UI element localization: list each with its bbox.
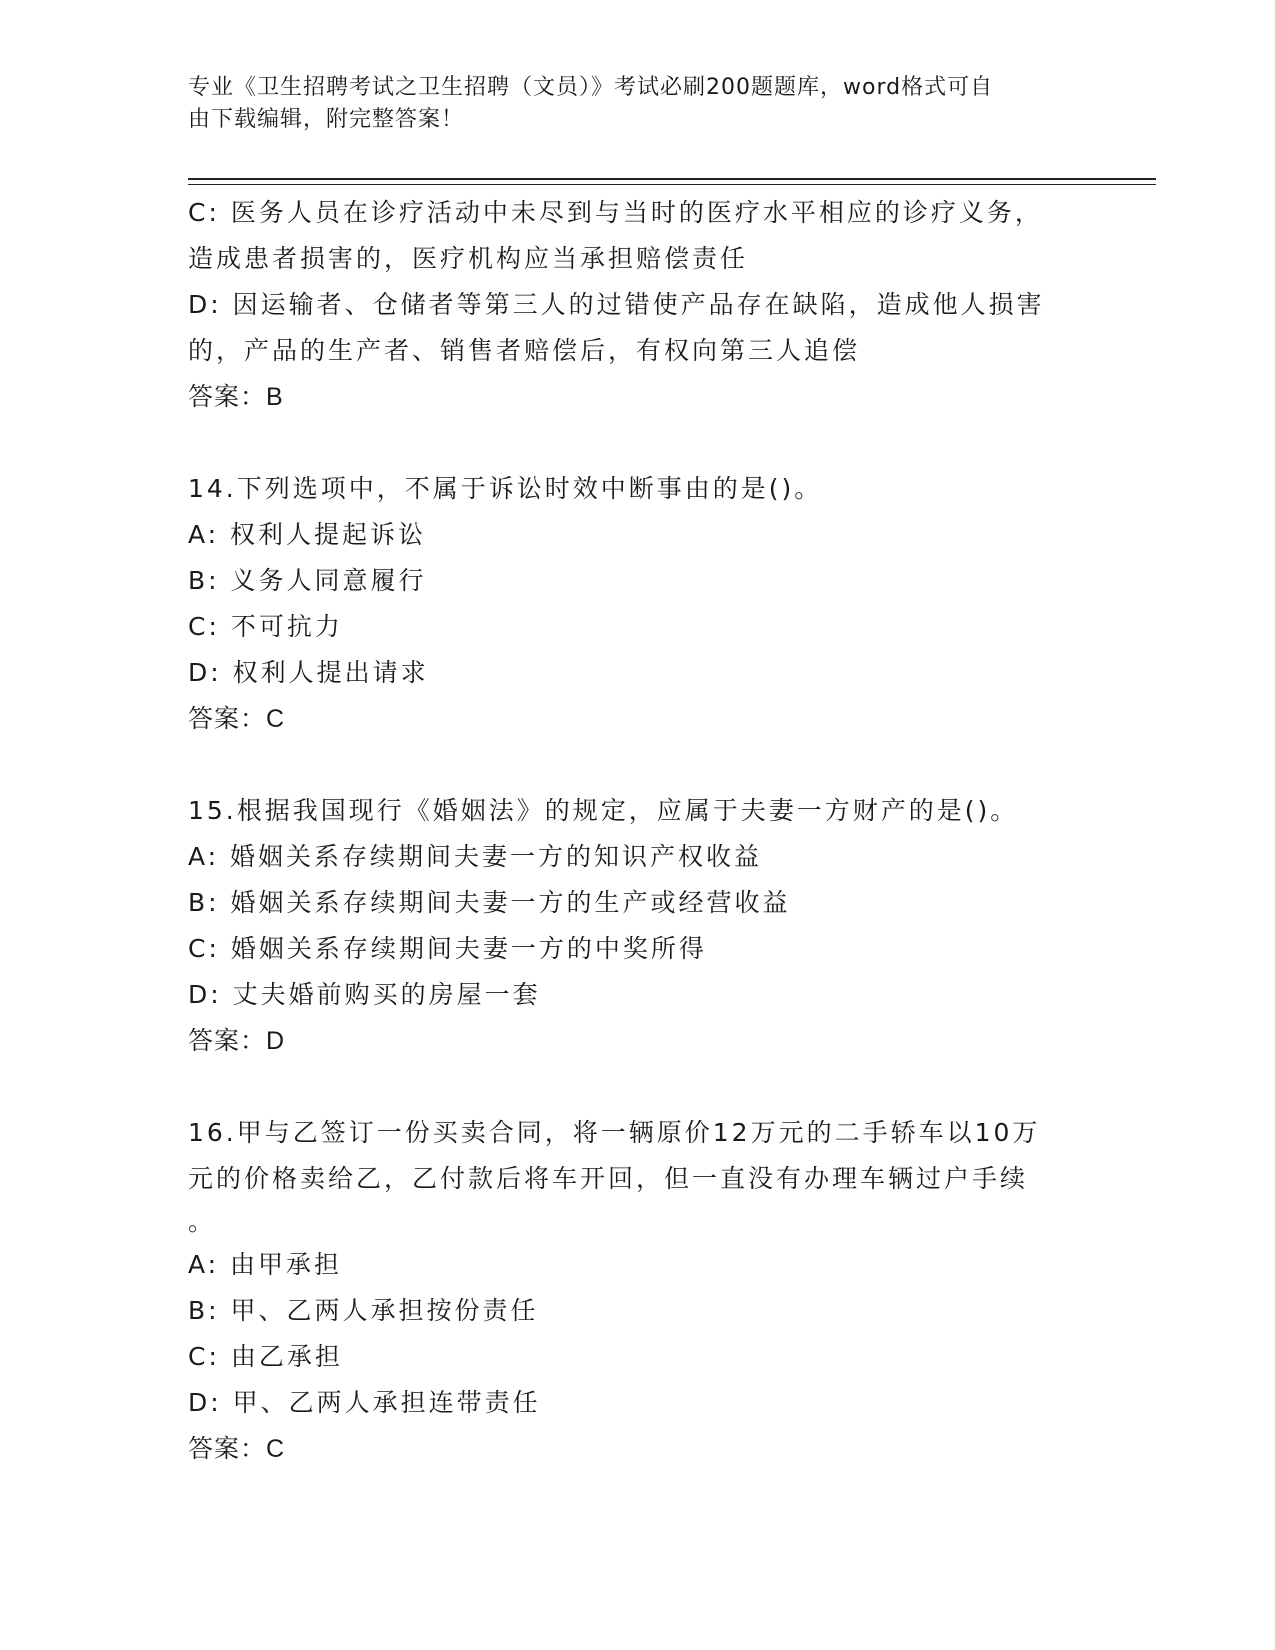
document-header [188,72,1068,136]
question-15-option-d: D: 丈夫婚前购买的房屋一套 [188,980,541,1009]
question-14-option-d: D: 权利人提出请求 [188,658,429,687]
spacer [188,420,1088,466]
header-line-1: 专业《卫生招聘考试之卫生招聘（文员）》考试必刷200题题库，word格式可自 [188,75,994,100]
question-16-option-b: B: 甲、乙两人承担按份责任 [188,1296,539,1325]
question-15-option-a: A: 婚姻关系存续期间夫妻一方的知识产权收益 [188,842,763,871]
answer-14: 答案：C [188,705,286,733]
document-body [188,190,1088,1472]
question-16 [188,1110,1088,1472]
spacer [188,1064,1088,1110]
question-14 [188,466,1088,742]
question-16-text-line-2: 元的价格卖给乙，乙付款后将车开回，但一直没有办理车辆过户手续 [188,1164,1029,1193]
header-rule-top [188,178,1156,180]
question-16-text-line-1: 16.甲与乙签订一份买卖合同，将一辆原价12万元的二手轿车以10万 [188,1118,1041,1147]
spacer [188,742,1088,788]
option-c-line-2: 造成患者损害的，医疗机构应当承担赔偿责任 [188,244,749,273]
question-16-option-c: C: 由乙承担 [188,1342,343,1371]
question-16-text-line-3: 。 [188,1207,217,1236]
answer-15: 答案：D [188,1027,286,1055]
question-14-option-b: B: 义务人同意履行 [188,566,427,595]
option-d-line-1: D: 因运输者、仓储者等第三人的过错使产品存在缺陷，造成他人损害 [188,290,1045,319]
question-15 [188,788,1088,1064]
option-d-line-2: 的，产品的生产者、销售者赔偿后，有权向第三人追偿 [188,336,861,365]
header-rule-bottom [188,184,1156,185]
question-15-option-c: C: 婚姻关系存续期间夫妻一方的中奖所得 [188,934,707,963]
question-15-option-b: B: 婚姻关系存续期间夫妻一方的生产或经营收益 [188,888,791,917]
question-13-fragment [188,190,1088,420]
question-14-option-a: A: 权利人提起诉讼 [188,520,427,549]
question-14-option-c: C: 不可抗力 [188,612,343,641]
question-14-text: 14.下列选项中，不属于诉讼时效中断事由的是()。 [188,474,823,503]
answer-13: 答案：B [188,383,284,411]
question-15-text: 15.根据我国现行《婚姻法》的规定，应属于夫妻一方财产的是()。 [188,796,1019,825]
question-16-option-a: A: 由甲承担 [188,1250,343,1279]
question-16-option-d: D: 甲、乙两人承担连带责任 [188,1388,541,1417]
answer-16: 答案：C [188,1435,286,1463]
option-c-line-1: C: 医务人员在诊疗活动中未尽到与当时的医疗水平相应的诊疗义务， [188,198,1043,227]
header-line-2: 由下载编辑，附完整答案！ [188,107,465,132]
